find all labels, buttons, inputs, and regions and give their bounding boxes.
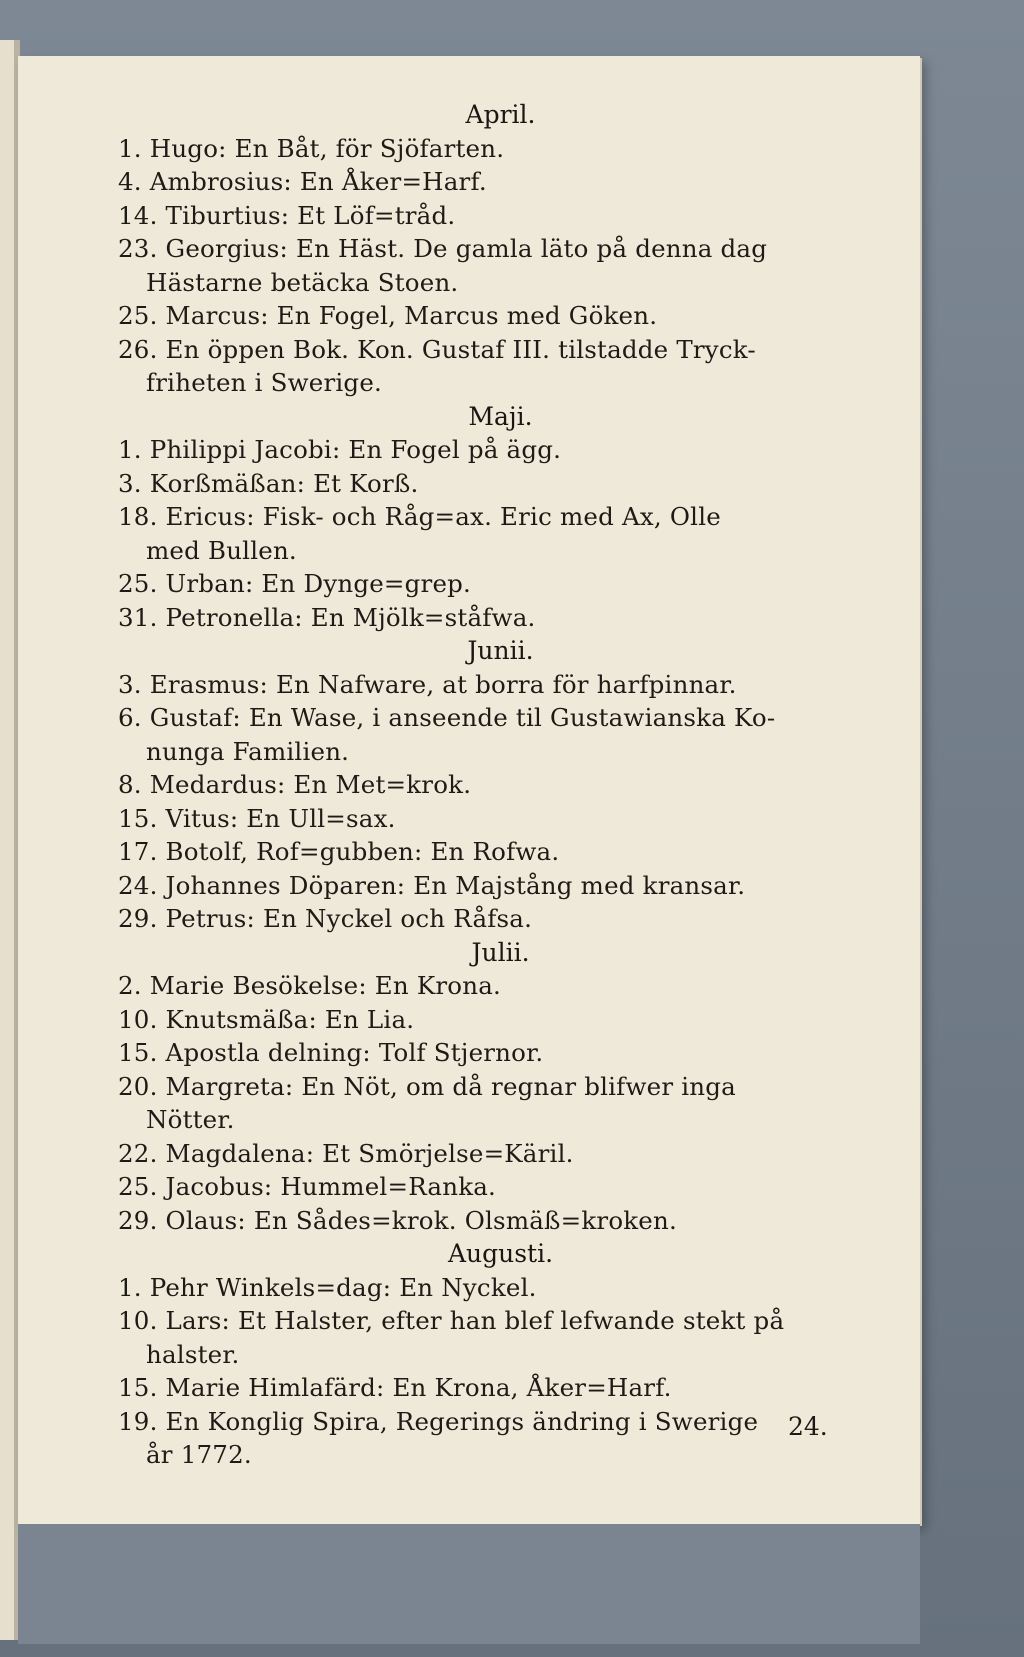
saint-day-entry: 4. Ambrosius: En Åker=Harf.: [118, 167, 487, 196]
saint-day-entry: 6. Gustaf: En Wase, i anseende til Gustawianska Ko-: [118, 703, 776, 732]
saint-day-entry: 10. Lars: Et Halster, efter han blef lefwande stekt på: [118, 1306, 785, 1335]
month-heading: Augusti.: [447, 1239, 554, 1268]
entry-continuation: Hästarne betäcka Stoen.: [146, 267, 459, 297]
entry-continuation: halster.: [146, 1339, 240, 1369]
saint-day-entry: 29. Olaus: En Sådes=krok. Olsmäß=kroken.: [118, 1205, 677, 1235]
saint-day-entry: 15. Apostla delning: Tolf Stjernor.: [118, 1038, 544, 1067]
saint-day-entry: 2. Marie Besökelse: En Krona.: [118, 971, 502, 1000]
entry-continuation: med Bullen.: [146, 535, 297, 565]
saint-day-entry: 1. Hugo: En Båt, för Sjöfarten.: [118, 133, 505, 163]
saint-day-entry: 29. Petrus: En Nyckel och Råfsa.: [118, 904, 533, 933]
saint-day-entry: 24. Johannes Döparen: En Majstång med kransar.: [118, 870, 746, 900]
saint-day-entry: 18. Ericus: Fisk- och Råg=ax. Eric med Ax, Olle: [118, 502, 721, 531]
saint-day-entry: 3. Korßmäßan: Et Korß.: [118, 468, 419, 498]
saint-day-entry: 20. Margreta: En Nöt, om då regnar blifwer inga: [118, 1071, 736, 1101]
saint-day-entry: 19. En Konglig Spira, Regerings ändring i Swerige: [118, 1406, 759, 1436]
saint-day-entry: 8. Medardus: En Met=krok.: [118, 770, 472, 799]
saint-day-entry: 25. Urban: En Dynge=grep.: [118, 569, 472, 598]
month-heading: April.: [465, 100, 536, 129]
bottom-background: [18, 1524, 920, 1644]
saint-day-entry: 25. Marcus: En Fogel, Marcus med Göken.: [118, 301, 658, 330]
saint-day-entry: 31. Petronella: En Mjölk=ståfwa.: [118, 602, 536, 632]
saint-day-entry: 26. En öppen Bok. Kon. Gustaf III. tilstadde Tryck-: [118, 334, 756, 364]
month-heading: Maji.: [468, 401, 533, 431]
saint-day-entry: 1. Pehr Winkels=dag: En Nyckel.: [118, 1272, 537, 1302]
book-page: [18, 56, 920, 1524]
saint-day-entry: 23. Georgius: En Häst. De gamla läto på denna dag: [118, 234, 768, 263]
month-heading: Julii.: [471, 937, 530, 967]
saint-day-entry: 17. Botolf, Rof=gubben: En Rofwa.: [118, 837, 560, 866]
saint-day-entry: 15. Marie Himlafärd: En Krona, Åker=Harf.: [118, 1373, 672, 1402]
almanac-text: [118, 98, 848, 1472]
month-heading: Junii.: [467, 636, 534, 665]
saint-day-entry: 3. Erasmus: En Nafware, at borra för harfpinnar.: [118, 669, 737, 699]
saint-day-entry: 25. Jacobus: Hummel=Ranka.: [118, 1172, 497, 1201]
saint-day-entry: 22. Magdalena: Et Smörjelse=Käril.: [118, 1138, 574, 1168]
saint-day-entry: 14. Tiburtius: Et Löf=tråd.: [118, 200, 456, 230]
entry-continuation: nunga Familien.: [146, 736, 350, 766]
saint-day-entry: 1. Philippi Jacobi: En Fogel på ägg.: [118, 435, 562, 464]
saint-day-entry: 15. Vitus: En Ull=sax.: [118, 803, 396, 833]
entry-continuation: Nötter.: [146, 1105, 235, 1134]
page-number: 24.: [788, 1412, 828, 1441]
entry-continuation: år 1772.: [146, 1440, 252, 1469]
saint-day-entry: 10. Knutsmäßa: En Lia.: [118, 1004, 415, 1034]
entry-continuation: friheten i Swerige.: [146, 368, 382, 397]
